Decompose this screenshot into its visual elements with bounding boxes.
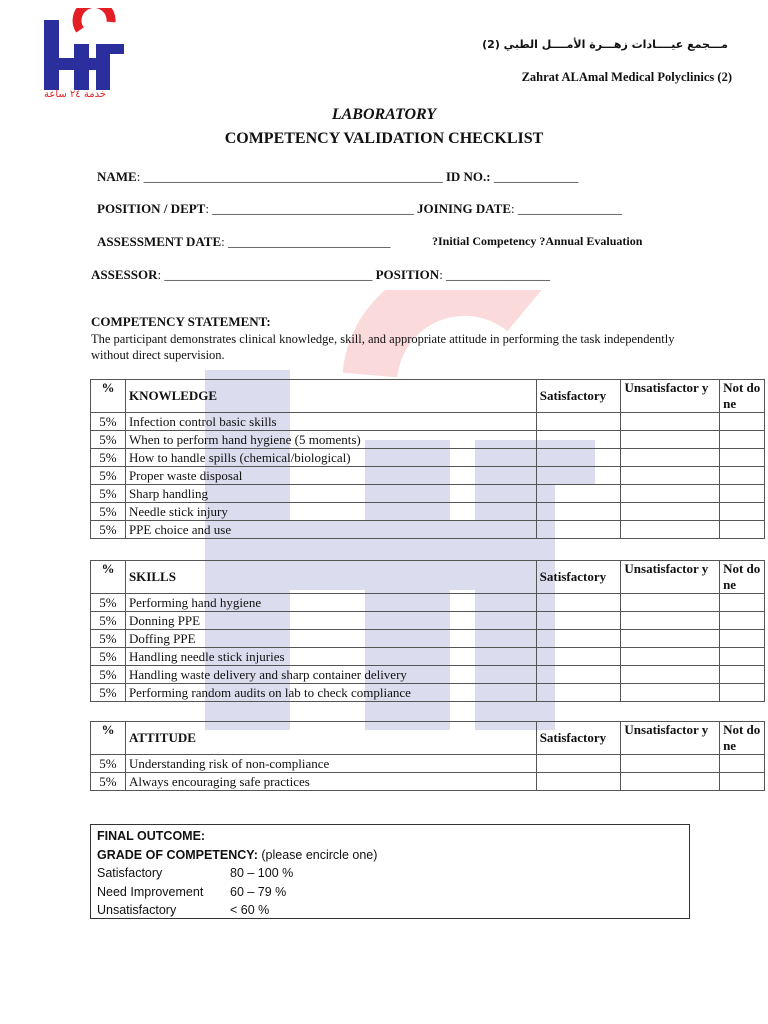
name-label: NAME <box>97 169 137 184</box>
grade-label: GRADE OF COMPETENCY: <box>97 847 258 862</box>
assessment-row <box>97 234 391 250</box>
table-header-row <box>91 722 765 755</box>
pct-header <box>91 380 126 413</box>
grade-option-label: Need Improvement <box>97 884 204 899</box>
table-row <box>91 485 765 503</box>
not-done-cell[interactable] <box>720 666 765 684</box>
unsatisfactory-cell[interactable] <box>621 594 720 612</box>
assessor-label: ASSESSOR <box>91 267 158 282</box>
not-done-cell[interactable] <box>720 648 765 666</box>
not-done-cell[interactable] <box>720 755 765 773</box>
unsatisfactory-cell[interactable] <box>621 467 720 485</box>
table-row <box>91 773 765 791</box>
row-item: Proper waste disposal <box>125 467 536 485</box>
row-item: Sharp handling <box>125 485 536 503</box>
satisfactory-header-text: Satisfactory <box>539 730 607 745</box>
annual-evaluation-option[interactable]: ?Annual Evaluation <box>539 234 643 248</box>
unsatisfactory-header-text: Unsatisfactor y <box>624 722 709 737</box>
assessment-date-field[interactable]: : _________________________ <box>221 234 391 249</box>
section-heading-text: ATTITUDE <box>128 730 196 745</box>
unsatisfactory-header <box>621 561 720 594</box>
satisfactory-cell[interactable] <box>536 594 621 612</box>
pct-header-text: % <box>101 722 115 737</box>
position-row <box>97 201 622 217</box>
row-percent: 5% <box>91 630 126 648</box>
row-item: Always encouraging safe practices <box>125 773 536 791</box>
table-row <box>91 630 765 648</box>
assessor-position-label: POSITION <box>375 267 440 282</box>
unsatisfactory-cell[interactable] <box>621 773 720 791</box>
unsatisfactory-cell[interactable] <box>621 449 720 467</box>
satisfactory-cell[interactable] <box>536 521 621 539</box>
table-row <box>91 431 765 449</box>
table-row <box>91 755 765 773</box>
table-row <box>91 503 765 521</box>
unsatisfactory-cell[interactable] <box>621 630 720 648</box>
assessor-row <box>91 267 550 283</box>
not-done-cell[interactable] <box>720 503 765 521</box>
not-done-header-text: Not done <box>723 561 761 592</box>
logo-tagline: خدمة ٢٤ ساعة <box>44 89 107 100</box>
satisfactory-header <box>536 561 621 594</box>
unsatisfactory-header-text: Unsatisfactor y <box>624 561 709 576</box>
unsatisfactory-header-text: Unsatisfactor y <box>624 380 709 395</box>
row-item: Performing hand hygiene <box>125 594 536 612</box>
not-done-header <box>720 722 765 755</box>
satisfactory-cell[interactable] <box>536 485 621 503</box>
row-item: When to perform hand hygiene (5 moments) <box>125 431 536 449</box>
not-done-cell[interactable] <box>720 594 765 612</box>
unsatisfactory-header <box>621 722 720 755</box>
table-header-row <box>91 561 765 594</box>
row-percent: 5% <box>91 594 126 612</box>
row-percent: 5% <box>91 773 126 791</box>
row-percent: 5% <box>91 503 126 521</box>
pct-header-text: % <box>101 380 115 395</box>
name-field[interactable]: : ______________________________________________ <box>136 169 443 184</box>
grade-note: (please encircle one) <box>257 847 378 862</box>
assessor-position-field[interactable]: : ________________ <box>439 267 551 282</box>
not-done-header-text: Not done <box>723 722 761 753</box>
row-item: Handling needle stick injuries <box>125 648 536 666</box>
grade-option-range: 80 – 100 % <box>230 866 294 880</box>
not-done-cell[interactable] <box>720 612 765 630</box>
not-done-cell[interactable] <box>720 449 765 467</box>
not-done-cell[interactable] <box>720 521 765 539</box>
row-item: Performing random audits on lab to check compliance <box>125 684 536 702</box>
not-done-cell[interactable] <box>720 467 765 485</box>
row-item: Infection control basic skills <box>125 413 536 431</box>
pct-header-text: % <box>101 561 115 576</box>
id-label: ID NO.: <box>445 169 491 184</box>
section-heading <box>125 722 536 755</box>
section-heading-text: SKILLS <box>128 569 176 584</box>
grade-option-label: Satisfactory <box>97 866 163 880</box>
row-item: Understanding risk of non-compliance <box>125 755 536 773</box>
not-done-cell[interactable] <box>720 413 765 431</box>
satisfactory-cell[interactable] <box>536 630 621 648</box>
unsatisfactory-cell[interactable] <box>621 666 720 684</box>
row-percent: 5% <box>91 467 126 485</box>
final-outcome-heading: FINAL OUTCOME: <box>97 829 206 843</box>
position-field[interactable]: : _______________________________ <box>205 201 414 216</box>
row-percent: 5% <box>91 413 126 431</box>
unsatisfactory-cell[interactable] <box>621 521 720 539</box>
row-item: Handling waste delivery and sharp container delivery <box>125 666 536 684</box>
table-row <box>91 612 765 630</box>
satisfactory-header <box>536 380 621 413</box>
row-percent: 5% <box>91 755 126 773</box>
row-item: Doffing PPE <box>125 630 536 648</box>
not-done-cell[interactable] <box>720 431 765 449</box>
unsatisfactory-cell[interactable] <box>621 431 720 449</box>
row-percent: 5% <box>91 431 126 449</box>
not-done-cell[interactable] <box>720 684 765 702</box>
row-item: PPE choice and use <box>125 521 536 539</box>
table-row <box>91 648 765 666</box>
table-row <box>91 449 765 467</box>
satisfactory-cell[interactable] <box>536 648 621 666</box>
satisfactory-cell[interactable] <box>536 413 621 431</box>
satisfactory-cell[interactable] <box>536 773 621 791</box>
satisfactory-header <box>536 722 621 755</box>
not-done-cell[interactable] <box>720 485 765 503</box>
satisfactory-cell[interactable] <box>536 612 621 630</box>
not-done-cell[interactable] <box>720 773 765 791</box>
evaluation-type <box>432 234 642 249</box>
unsatisfactory-cell[interactable] <box>621 755 720 773</box>
grade-option-range: < 60 % <box>230 903 270 917</box>
satisfactory-cell[interactable] <box>536 755 621 773</box>
not-done-header <box>720 380 765 413</box>
satisfactory-cell[interactable] <box>536 503 621 521</box>
row-percent: 5% <box>91 521 126 539</box>
initial-competency-option[interactable]: ?Initial Competency <box>432 234 537 248</box>
position-label: POSITION / DEPT <box>97 201 206 216</box>
row-item: Needle stick injury <box>125 503 536 521</box>
joining-date-label: JOINING DATE <box>416 201 512 216</box>
department-title: LABORATORY <box>331 106 437 123</box>
satisfactory-header-text: Satisfactory <box>539 569 607 584</box>
grade-option[interactable] <box>97 901 683 920</box>
table-row <box>91 684 765 702</box>
unsatisfactory-cell[interactable] <box>621 485 720 503</box>
not-done-header <box>720 561 765 594</box>
clinic-name-english: Zahrat ALAmal Medical Polyclinics (2) <box>521 70 732 84</box>
unsatisfactory-cell[interactable] <box>621 413 720 431</box>
row-percent: 5% <box>91 684 126 702</box>
satisfactory-cell[interactable] <box>536 431 621 449</box>
unsatisfactory-cell[interactable] <box>621 503 720 521</box>
unsatisfactory-cell[interactable] <box>621 684 720 702</box>
satisfactory-header-text: Satisfactory <box>539 388 607 403</box>
assessment-date-label: ASSESSMENT DATE <box>97 234 222 249</box>
satisfactory-cell[interactable] <box>536 666 621 684</box>
competency-statement-heading: COMPETENCY STATEMENT: <box>91 314 271 329</box>
unsatisfactory-header <box>621 380 720 413</box>
assessor-field[interactable]: : ________________________________ <box>157 267 373 282</box>
skills-table <box>90 560 765 702</box>
row-percent: 5% <box>91 648 126 666</box>
satisfactory-cell[interactable] <box>536 449 621 467</box>
grade-list <box>97 864 683 920</box>
joining-date-field[interactable]: : ________________ <box>511 201 622 216</box>
unsatisfactory-cell[interactable] <box>621 612 720 630</box>
table-header-row <box>91 380 765 413</box>
satisfactory-cell[interactable] <box>536 684 621 702</box>
table-row <box>91 413 765 431</box>
not-done-header-text: Not done <box>723 380 761 411</box>
grade-option[interactable] <box>97 883 683 902</box>
document-title: COMPETENCY VALIDATION CHECKLIST <box>224 130 544 147</box>
satisfactory-cell[interactable] <box>536 467 621 485</box>
clinic-name-arabic: مـــجمع عيــــادات زهـــرة الأمــــل الطبي (2) <box>482 38 728 51</box>
row-percent: 5% <box>91 612 126 630</box>
final-outcome-box <box>90 824 690 919</box>
knowledge-table <box>90 379 765 539</box>
row-item: Donning PPE <box>125 612 536 630</box>
table-row <box>91 521 765 539</box>
row-percent: 5% <box>91 666 126 684</box>
grade-option[interactable] <box>97 864 683 883</box>
pct-header <box>91 561 126 594</box>
competency-statement-text: The participant demonstrates clinical knowledge, skill, and appropriate attitude in performing the task independently without direct supervision. <box>91 332 675 362</box>
name-row <box>97 169 578 185</box>
row-percent: 5% <box>91 449 126 467</box>
section-heading <box>125 561 536 594</box>
table-row <box>91 467 765 485</box>
not-done-cell[interactable] <box>720 630 765 648</box>
table-row <box>91 594 765 612</box>
grade-option-range: 60 – 79 % <box>230 884 287 899</box>
unsatisfactory-cell[interactable] <box>621 648 720 666</box>
section-heading <box>125 380 536 413</box>
attitude-table <box>90 721 765 791</box>
row-percent: 5% <box>91 485 126 503</box>
row-item: How to handle spills (chemical/biological) <box>125 449 536 467</box>
section-heading-text: KNOWLEDGE <box>128 388 218 403</box>
grade-option-label: Unsatisfactory <box>97 903 177 917</box>
id-field[interactable]: _____________ <box>490 169 579 184</box>
pct-header <box>91 722 126 755</box>
table-row <box>91 666 765 684</box>
